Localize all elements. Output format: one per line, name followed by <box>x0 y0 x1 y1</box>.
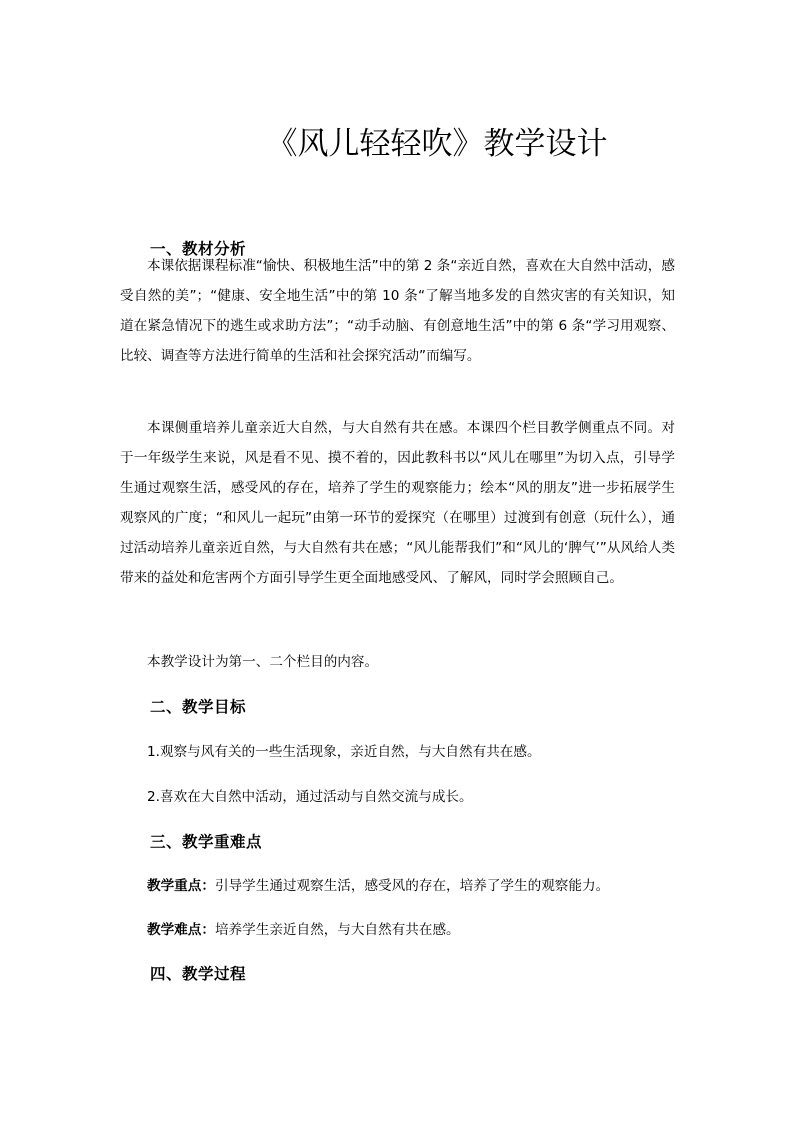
page-title: 《风儿轻轻吹》教学设计 <box>266 126 608 162</box>
goal-item-2: 2.喜欢在大自然中活动，通过活动与自然交流与成长。 <box>147 789 473 805</box>
key-point-label: 教学重点： <box>147 878 215 894</box>
analysis-paragraph-2: 本课侧重培养儿童亲近大自然，与大自然有共在感。本课四个栏目教学侧重点不同。对于一年级学生来说，风是看不见、摸不着的，因此教科书以“风儿在哪里”为切入点，引导学生通过观察生活，感受风的存在，培养了学生的观察能力；绘本“风的朋友”进一步拓展学生观察风的广度；“和风儿一起玩”由第一环节的爱探究（在哪里）过渡到有创意（玩什么），通过活动培养儿童亲近自然，与大自然有共在感；“风儿能帮我们”和“风儿的‘脾气’”从风给人类带来的益处和危害两个方面引导学生更全面地感受风、了解风，同时学会照顾自己。 <box>120 420 675 586</box>
section-heading-analysis: 一、教材分析 <box>150 240 247 258</box>
section-heading-process: 四、教学过程 <box>150 965 247 983</box>
difficult-point-text: 培养学生亲近自然，与大自然有共在感。 <box>214 922 460 938</box>
difficult-point-line <box>147 918 460 942</box>
key-point-line <box>147 874 609 898</box>
section-heading-goals: 二、教学目标 <box>150 698 247 716</box>
analysis-paragraph-3: 本教学设计为第一、二个栏目的内容。 <box>147 654 379 670</box>
key-point-text: 引导学生通过观察生活，感受风的存在，培养了学生的观察能力。 <box>214 878 610 894</box>
difficult-point-label: 教学难点： <box>147 922 215 938</box>
goal-item-1: 1.观察与风有关的一些生活现象，亲近自然，与大自然有共在感。 <box>147 744 541 760</box>
analysis-paragraph-1: 本课依据课程标准“愉快、积极地生活”中的第 2 条“亲近自然，喜欢在大自然中活动，感受自然的美”；“健康、安全地生活”中的第 10 条“了解当地多发的自然灾害的有关知识，知道在紧急情况下的逃生或求助方法”；“动手动脑、有创意地生活”中的第 6 条“学习用观察、比较、调查等方法进行简单的生活和社会探究活动”而编写。 <box>120 258 675 364</box>
section-heading-keypoints: 三、教学重难点 <box>150 833 263 851</box>
